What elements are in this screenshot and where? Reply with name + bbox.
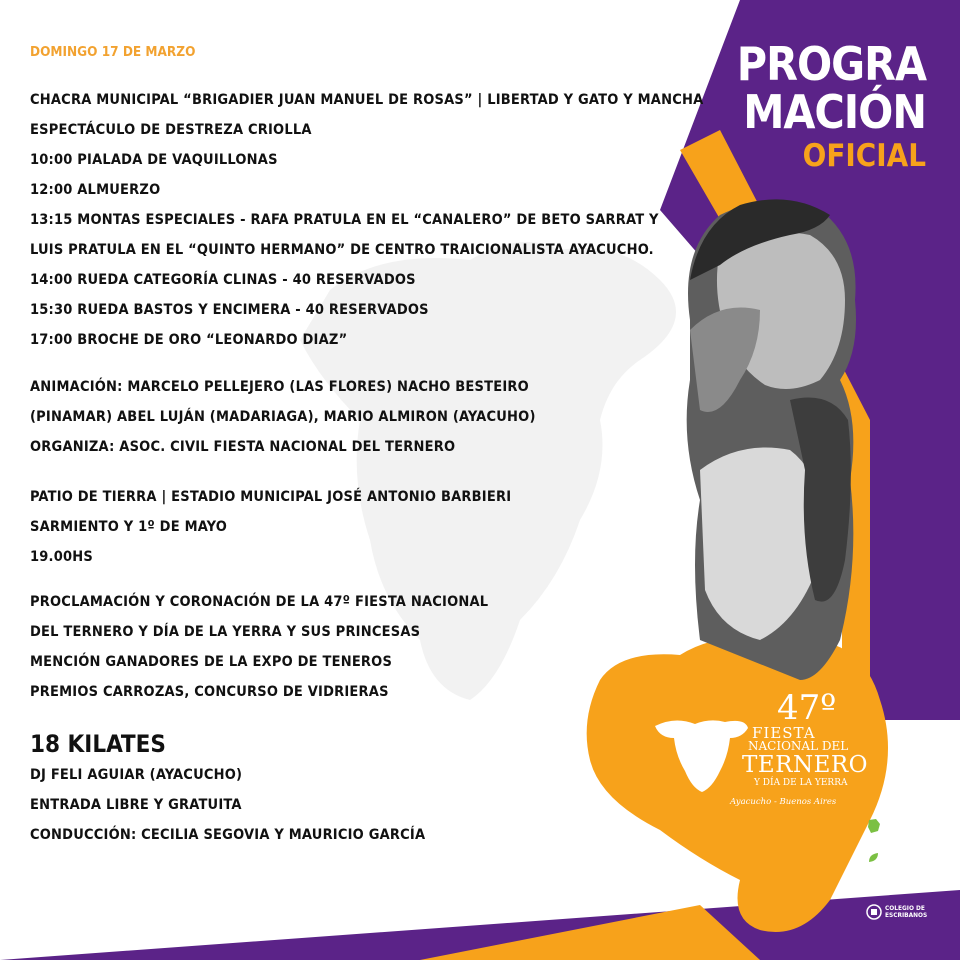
title-line-3: OFICIAL xyxy=(802,138,926,174)
schedule-line: ESPECTÁCULO DE DESTREZA CRIOLLA xyxy=(30,122,312,138)
sponsor-label: COLEGIO DE ESCRIBANOS xyxy=(885,904,928,919)
schedule-line: 15:30 RUEDA BASTOS Y ENCIMERA - 40 RESERVADOS xyxy=(30,302,429,318)
sponsor-label: Buenos Aires Provincia xyxy=(885,818,929,833)
schedule-line: ORGANIZA: ASOC. CIVIL FIESTA NACIONAL DEL TERNERO xyxy=(30,439,456,455)
schedule-line: PATIO DE TIERRA | ESTADIO MUNICIPAL JOSÉ ANTONIO BARBIERI xyxy=(30,489,512,505)
title-line-2: MACIÓN xyxy=(743,85,926,139)
schedule-line: DEL TERNERO Y DÍA DE LA YERRA Y SUS PRINCESAS xyxy=(30,624,421,640)
headliner-name: 18 KILATES xyxy=(30,730,166,758)
title-line-1: PROGRA xyxy=(736,37,926,91)
schedule-line: CONDUCCIÓN: CECILIA SEGOVIA Y MAURICIO GARCÍA xyxy=(30,827,426,843)
schedule-block-proclamacion xyxy=(30,587,488,707)
festival-line-3: TERNERO xyxy=(742,752,869,778)
schedule-line: 17:00 BROCHE DE ORO “LEONARDO DIAZ” xyxy=(30,332,348,348)
program-title xyxy=(736,37,926,176)
festival-line-2: NACIONAL DEL xyxy=(748,739,849,753)
municipality-emblem-icon xyxy=(866,874,882,890)
festival-line-5: Ayacucho - Buenos Aires xyxy=(730,797,837,807)
schedule-line: PROCLAMACIÓN Y CORONACIÓN DE LA 47º FIESTA NACIONAL xyxy=(30,594,489,610)
sponsor-logos xyxy=(866,818,956,930)
festival-edition: 47º xyxy=(777,688,837,728)
notary-seal-icon xyxy=(866,904,882,920)
schedule-line: 10:00 PIALADA DE VAQUILLONAS xyxy=(30,152,278,168)
schedule-line: 12:00 ALMUERZO xyxy=(30,182,161,198)
festival-line-1: FIESTA xyxy=(752,724,816,742)
schedule-line: CHACRA MUNICIPAL “BRIGADIER JUAN MANUEL DE ROSAS” | LIBERTAD Y GATO Y MANCHA xyxy=(30,92,704,108)
schedule-block-animacion xyxy=(30,372,536,462)
sponsor-colegio-escribanos xyxy=(866,904,945,920)
schedule-line: SARMIENTO Y 1º DE MAYO xyxy=(30,519,228,535)
sponsor-label: Banco Provincia xyxy=(885,853,938,862)
schedule-block-patio xyxy=(30,482,511,572)
festival-line-4: Y DÍA DE LA YERRA xyxy=(754,778,848,788)
sponsor-buenos-aires xyxy=(866,818,945,834)
schedule-line: ANIMACIÓN: MARCELO PELLEJERO (LAS FLORES) NACHO BESTEIRO xyxy=(30,379,529,395)
schedule-block-closing xyxy=(30,760,425,850)
festival-logo xyxy=(650,688,870,813)
schedule-line: MENCIÓN GANADORES DE LA EXPO DE TENEROS xyxy=(30,654,393,670)
schedule-line: ENTRADA LIBRE Y GRATUITA xyxy=(30,797,242,813)
sponsor-label: MUNICIPALIDAD DE AYACUCHO xyxy=(885,874,938,889)
event-date: DOMINGO 17 DE MARZO xyxy=(30,44,196,60)
schedule-line: 14:00 RUEDA CATEGORÍA CLINAS - 40 RESERVADOS xyxy=(30,272,416,288)
schedule-line: (PINAMAR) ABEL LUJÁN (MADARIAGA), MARIO ALMIRON (AYACUHO) xyxy=(30,409,536,425)
province-map-icon xyxy=(866,818,882,834)
schedule-line: DJ FELI AGUIAR (AYACUCHO) xyxy=(30,767,243,783)
schedule-line: PREMIOS CARROZAS, CONCURSO DE VIDRIERAS xyxy=(30,684,389,700)
schedule-line: 13:15 MONTAS ESPECIALES - RAFA PRATULA EN EL “CANALERO” DE BETO SARRAT Y xyxy=(30,212,659,228)
sponsor-municipalidad xyxy=(866,874,945,890)
schedule-line: 19.00HS xyxy=(30,549,93,565)
sponsor-banco-provincia xyxy=(866,850,938,866)
schedule-block-chacra xyxy=(30,85,703,355)
schedule-line: LUIS PRATULA EN EL “QUINTO HERMANO” DE CENTRO TRAICIONALISTA AYACUCHO. xyxy=(30,242,654,258)
bank-leaf-icon xyxy=(866,850,882,866)
calf-head-icon xyxy=(650,716,750,796)
